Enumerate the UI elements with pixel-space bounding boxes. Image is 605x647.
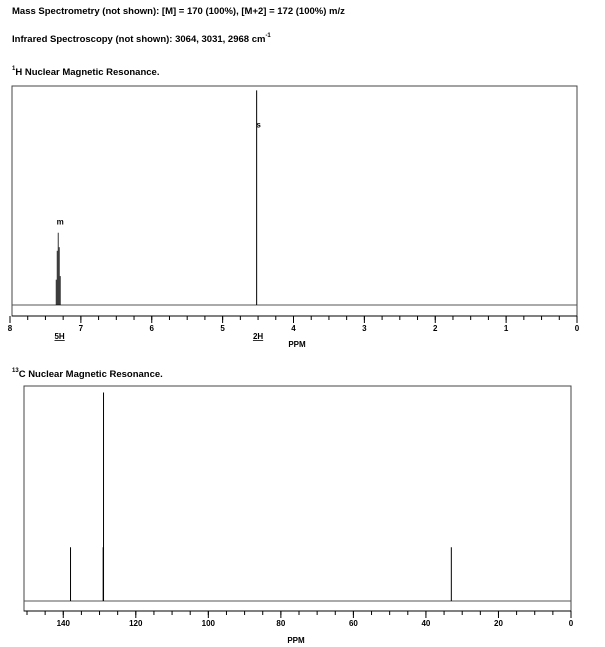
h-nmr-tick-label-0: 0 bbox=[574, 324, 580, 333]
h-nmr-integration-1: 2H bbox=[252, 332, 264, 341]
h-nmr-tick-label-1: 1 bbox=[503, 324, 509, 333]
c-nmr-tick-label-40: 40 bbox=[421, 619, 431, 628]
c-nmr-tick-label-80: 80 bbox=[276, 619, 286, 628]
h-nmr-peak-label-1: s bbox=[256, 120, 261, 130]
h-nmr-isotope: 1 bbox=[12, 66, 16, 72]
c-nmr-tick-label-60: 60 bbox=[348, 619, 358, 628]
c-nmr-frame bbox=[24, 386, 571, 611]
h-nmr-peak-label-0: m bbox=[56, 217, 64, 227]
h-nmr-tick-label-3: 3 bbox=[362, 324, 367, 333]
h-nmr-tick-label-7: 7 bbox=[78, 324, 84, 333]
c-nmr-isotope: 13 bbox=[12, 368, 19, 374]
h-nmr-tick-label-2: 2 bbox=[433, 324, 438, 333]
h-nmr-integration-0: 5H bbox=[54, 332, 65, 341]
h-nmr-tick-label-8: 8 bbox=[7, 324, 13, 333]
h-nmr-axis-title: PPM bbox=[288, 340, 306, 349]
h-nmr-tick-label-6: 6 bbox=[149, 324, 154, 333]
c-nmr-axis-title: PPM bbox=[287, 636, 305, 645]
c-nmr-tick-label-100: 100 bbox=[201, 619, 216, 628]
h-nmr-tick-label-5: 5 bbox=[220, 324, 225, 333]
c-nmr-title-text: C Nuclear Magnetic Resonance. bbox=[18, 369, 163, 380]
c-nmr-tick-label-20: 20 bbox=[494, 619, 503, 628]
mass-spec-summary: Mass Spectrometry (not shown): [M] = 170 (100%), [M+2] = 172 (100%) m/z bbox=[12, 6, 345, 17]
c-nmr-tick-label-120: 120 bbox=[129, 619, 143, 628]
ir-text: Infrared Spectroscopy (not shown): 3064, 3031, 2968 cm bbox=[12, 34, 266, 45]
c-nmr-tick-label-0: 0 bbox=[568, 619, 574, 628]
c-nmr-tick-label-140: 140 bbox=[56, 619, 70, 628]
h-nmr-title-text: H Nuclear Magnetic Resonance. bbox=[15, 67, 160, 78]
h-nmr-tick-label-4: 4 bbox=[291, 324, 296, 333]
ir-unit-superscript: -1 bbox=[265, 33, 271, 39]
